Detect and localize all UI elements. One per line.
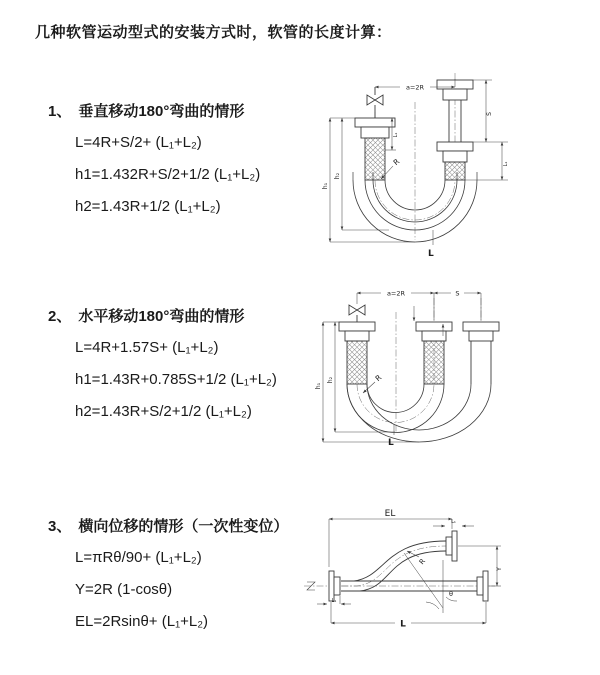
valve-icon	[349, 305, 365, 315]
section-2-heading	[48, 305, 308, 326]
dim-label-l1-left: L₁	[393, 132, 399, 138]
dim-label-a2r: a=2R	[405, 83, 425, 92]
dim-label-h1: h₁	[315, 382, 322, 390]
diagram-1-drawing	[316, 68, 590, 260]
dim-label-h1: h₁	[322, 182, 329, 190]
left-flange	[355, 118, 395, 127]
section-3-title: 横向位移的情形（一次性变位）	[78, 518, 289, 535]
length-label: L	[400, 619, 406, 630]
right-flange	[463, 322, 499, 331]
section-2	[48, 305, 308, 422]
section-2-number: 2、	[48, 308, 72, 325]
section-3-heading	[48, 515, 308, 536]
dimension-lines	[317, 519, 501, 623]
dim-label-h2: h₂	[334, 172, 341, 180]
dimension-lines	[330, 79, 508, 245]
hose-body	[339, 305, 499, 442]
braided-hose-middle	[424, 341, 444, 384]
dim-label-l1-top: L₁	[451, 519, 456, 525]
right-mid-flange	[437, 142, 473, 151]
dim-label-s: S	[486, 112, 493, 116]
dim-label-el: EL	[384, 509, 396, 519]
left-flange	[329, 571, 334, 601]
section-1-title: 垂直移动180°弯曲的情形	[78, 103, 245, 120]
angle-label: θ	[449, 590, 453, 598]
middle-flange	[416, 322, 452, 331]
right-flange-displaced	[452, 531, 457, 561]
length-label: L	[428, 249, 434, 259]
dim-label-l1-right: L₁	[503, 161, 509, 167]
formula-1-2: h1=1.432R+S/2+1/2 (L₁+L₂)	[75, 166, 261, 183]
formula-3-1: L=πRθ/90+ (L₁+L₂)	[75, 549, 202, 566]
dim-label-y: Y	[495, 567, 503, 571]
radius-label: R	[373, 372, 384, 384]
section-1-heading	[48, 100, 308, 121]
dim-label-l1-left: L₁	[331, 598, 337, 604]
formula-2-2: h1=1.43R+0.785S+1/2 (L₁+L₂)	[75, 371, 277, 388]
diagram-2-drawing	[310, 280, 594, 464]
section-3	[48, 515, 308, 632]
length-label: L	[388, 438, 394, 448]
dim-label-a2r: a=2R	[386, 289, 406, 298]
section-2-title: 水平移动180°弯曲的情形	[78, 308, 245, 325]
formula-3-3: EL=2Rsinθ+ (L₁+L₂)	[75, 613, 209, 630]
right-flange-original	[483, 571, 488, 601]
centerlines	[357, 298, 481, 432]
formula-2-3: h2=1.43R+S/2+1/2 (L₁+L₂)	[75, 403, 252, 420]
diagram-lateral-displacement	[298, 503, 600, 650]
radius-label: R	[417, 557, 428, 567]
braided-hose-left	[365, 138, 385, 180]
braided-hose-right	[445, 162, 465, 180]
formula-2-1: L=4R+1.57S+ (L₁+L₂)	[75, 339, 219, 356]
valve-icon	[367, 95, 383, 105]
left-flange	[339, 322, 375, 331]
section-1-number: 1、	[48, 103, 72, 120]
formula-1-3: h2=1.43R+1/2 (L₁+L₂)	[75, 198, 221, 215]
braided-hose-left	[347, 341, 367, 384]
diagram-3-labels	[332, 509, 503, 630]
diagram-horizontal-bend	[310, 280, 594, 464]
dim-label-s: S	[455, 289, 460, 298]
diagram-vertical-bend	[316, 68, 590, 260]
formula-3-2: Y=2R (1-cosθ)	[75, 581, 173, 598]
page-title: 几种软管运动型式的安装方式时，软管的长度计算：	[35, 24, 392, 41]
diagram-3-drawing	[298, 503, 600, 650]
section-1	[48, 100, 308, 217]
dim-label-h2: h₂	[327, 376, 334, 384]
radius-label: R	[391, 156, 402, 168]
diagram-1-labels	[322, 83, 509, 259]
formula-1-1: L=4R+S/2+ (L₁+L₂)	[75, 134, 202, 151]
section-3-number: 3、	[48, 518, 72, 535]
